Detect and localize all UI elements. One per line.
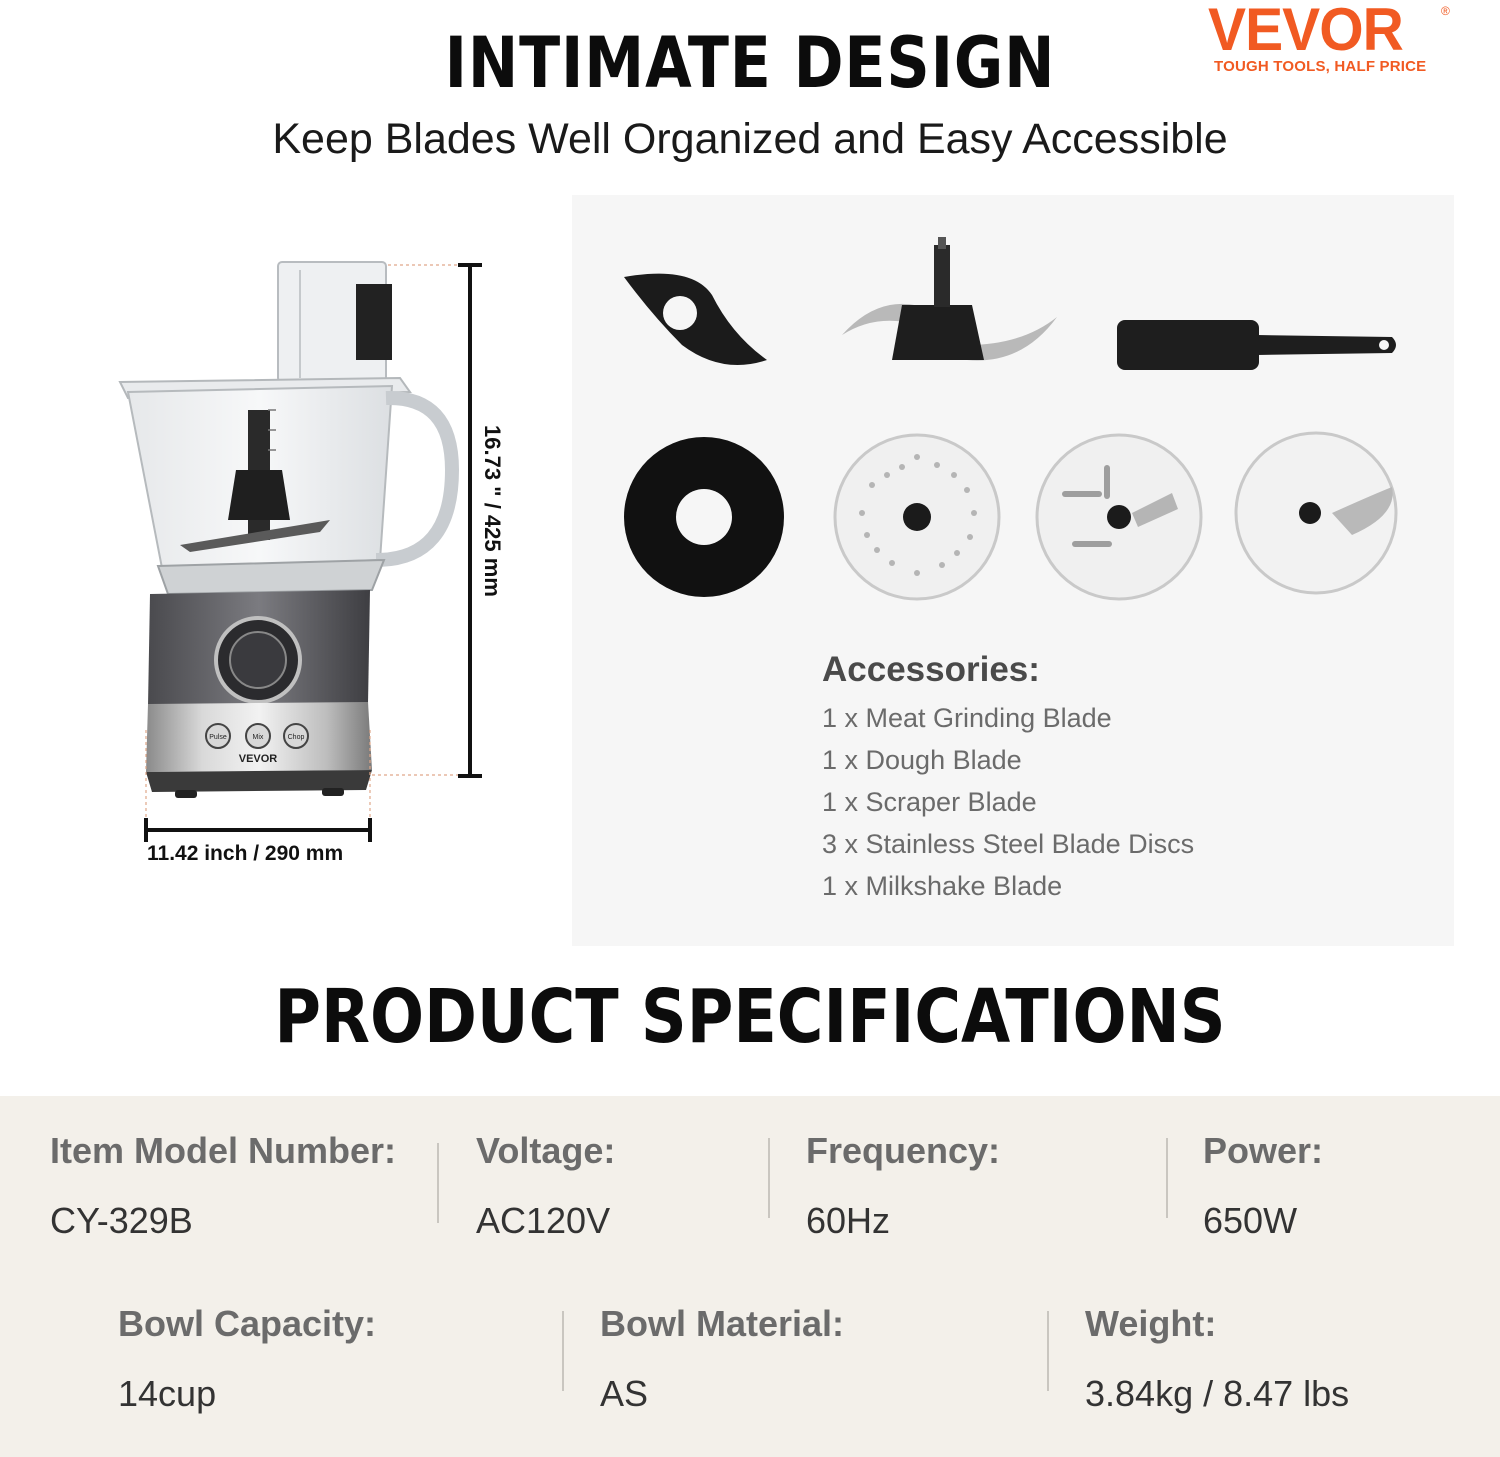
- spec-value: 3.84kg / 8.47 lbs: [1085, 1373, 1350, 1414]
- shredding-disc-icon: [1037, 435, 1201, 599]
- spec-label: Frequency:: [806, 1130, 1001, 1171]
- spec-weight: [1085, 1303, 1349, 1415]
- spec-label: Item Model Number:: [50, 1130, 397, 1171]
- spec-bowl-material: [600, 1303, 844, 1415]
- page-title: INTIMATE DESIGN: [444, 22, 1056, 104]
- brand-logo-word: VEVOR: [1208, 0, 1403, 63]
- slicing-disc-icon: [1236, 433, 1396, 593]
- scraper-blade-icon: [1117, 320, 1396, 370]
- base-brand-text: VEVOR: [238, 753, 278, 765]
- accessory-item: 1 x Meat Grinding Blade: [822, 703, 1112, 733]
- accessory-item: 3 x Stainless Steel Blade Discs: [822, 829, 1195, 859]
- accessories-title: Accessories:: [822, 650, 1040, 689]
- spec-divider: [562, 1311, 564, 1391]
- width-dimension-label: 11.42 inch / 290 mm: [147, 842, 344, 865]
- spec-divider: [1166, 1138, 1168, 1218]
- spec-bowl-capacity: [118, 1303, 376, 1415]
- spec-label: Bowl Capacity:: [118, 1303, 377, 1344]
- spec-value: 60Hz: [806, 1200, 891, 1241]
- spec-divider: [1047, 1311, 1049, 1391]
- brand-tagline: TOUGH TOOLS, HALF PRICE: [1214, 58, 1427, 75]
- spec-voltage: [476, 1130, 615, 1242]
- grating-disc-icon: [835, 435, 999, 599]
- accessories-list: [822, 702, 1194, 912]
- spec-value: 14cup: [118, 1373, 217, 1414]
- accessory-item: 1 x Dough Blade: [822, 745, 1022, 775]
- spec-value: CY-329B: [50, 1200, 193, 1241]
- spec-frequency: [806, 1130, 1000, 1242]
- dough-blade-icon: [624, 274, 767, 365]
- base-button-label: Pulse: [209, 734, 227, 741]
- spec-value: AC120V: [476, 1200, 611, 1241]
- pusher-handle: [356, 284, 392, 360]
- spec-label: Bowl Material:: [600, 1303, 845, 1344]
- registered-mark: ®: [1441, 4, 1450, 18]
- spec-divider: [437, 1143, 439, 1223]
- accessory-item: 1 x Milkshake Blade: [822, 871, 1063, 901]
- spec-power: [1203, 1130, 1323, 1242]
- height-dimension-label: 16.73 " / 425 mm: [480, 425, 505, 597]
- spec-value: 650W: [1203, 1200, 1298, 1241]
- spec-divider: [768, 1138, 770, 1218]
- specs-title: PRODUCT SPECIFICATIONS: [274, 974, 1226, 1060]
- base-button-label: Chop: [287, 734, 305, 741]
- spec-model: [50, 1130, 396, 1242]
- meat-grinding-blade-icon: [842, 237, 1057, 360]
- spec-label: Power:: [1203, 1130, 1324, 1171]
- base-button-label: Mix: [252, 734, 264, 741]
- spec-label: Voltage:: [476, 1130, 616, 1171]
- accessory-item: 1 x Scraper Blade: [822, 787, 1037, 817]
- accessories-illustration: [572, 195, 1454, 635]
- page-subtitle: Keep Blades Well Organized and Easy Accessible: [272, 115, 1228, 163]
- spec-value: AS: [600, 1373, 649, 1414]
- spec-label: Weight:: [1085, 1303, 1217, 1344]
- milkshake-blade-icon: [624, 437, 784, 597]
